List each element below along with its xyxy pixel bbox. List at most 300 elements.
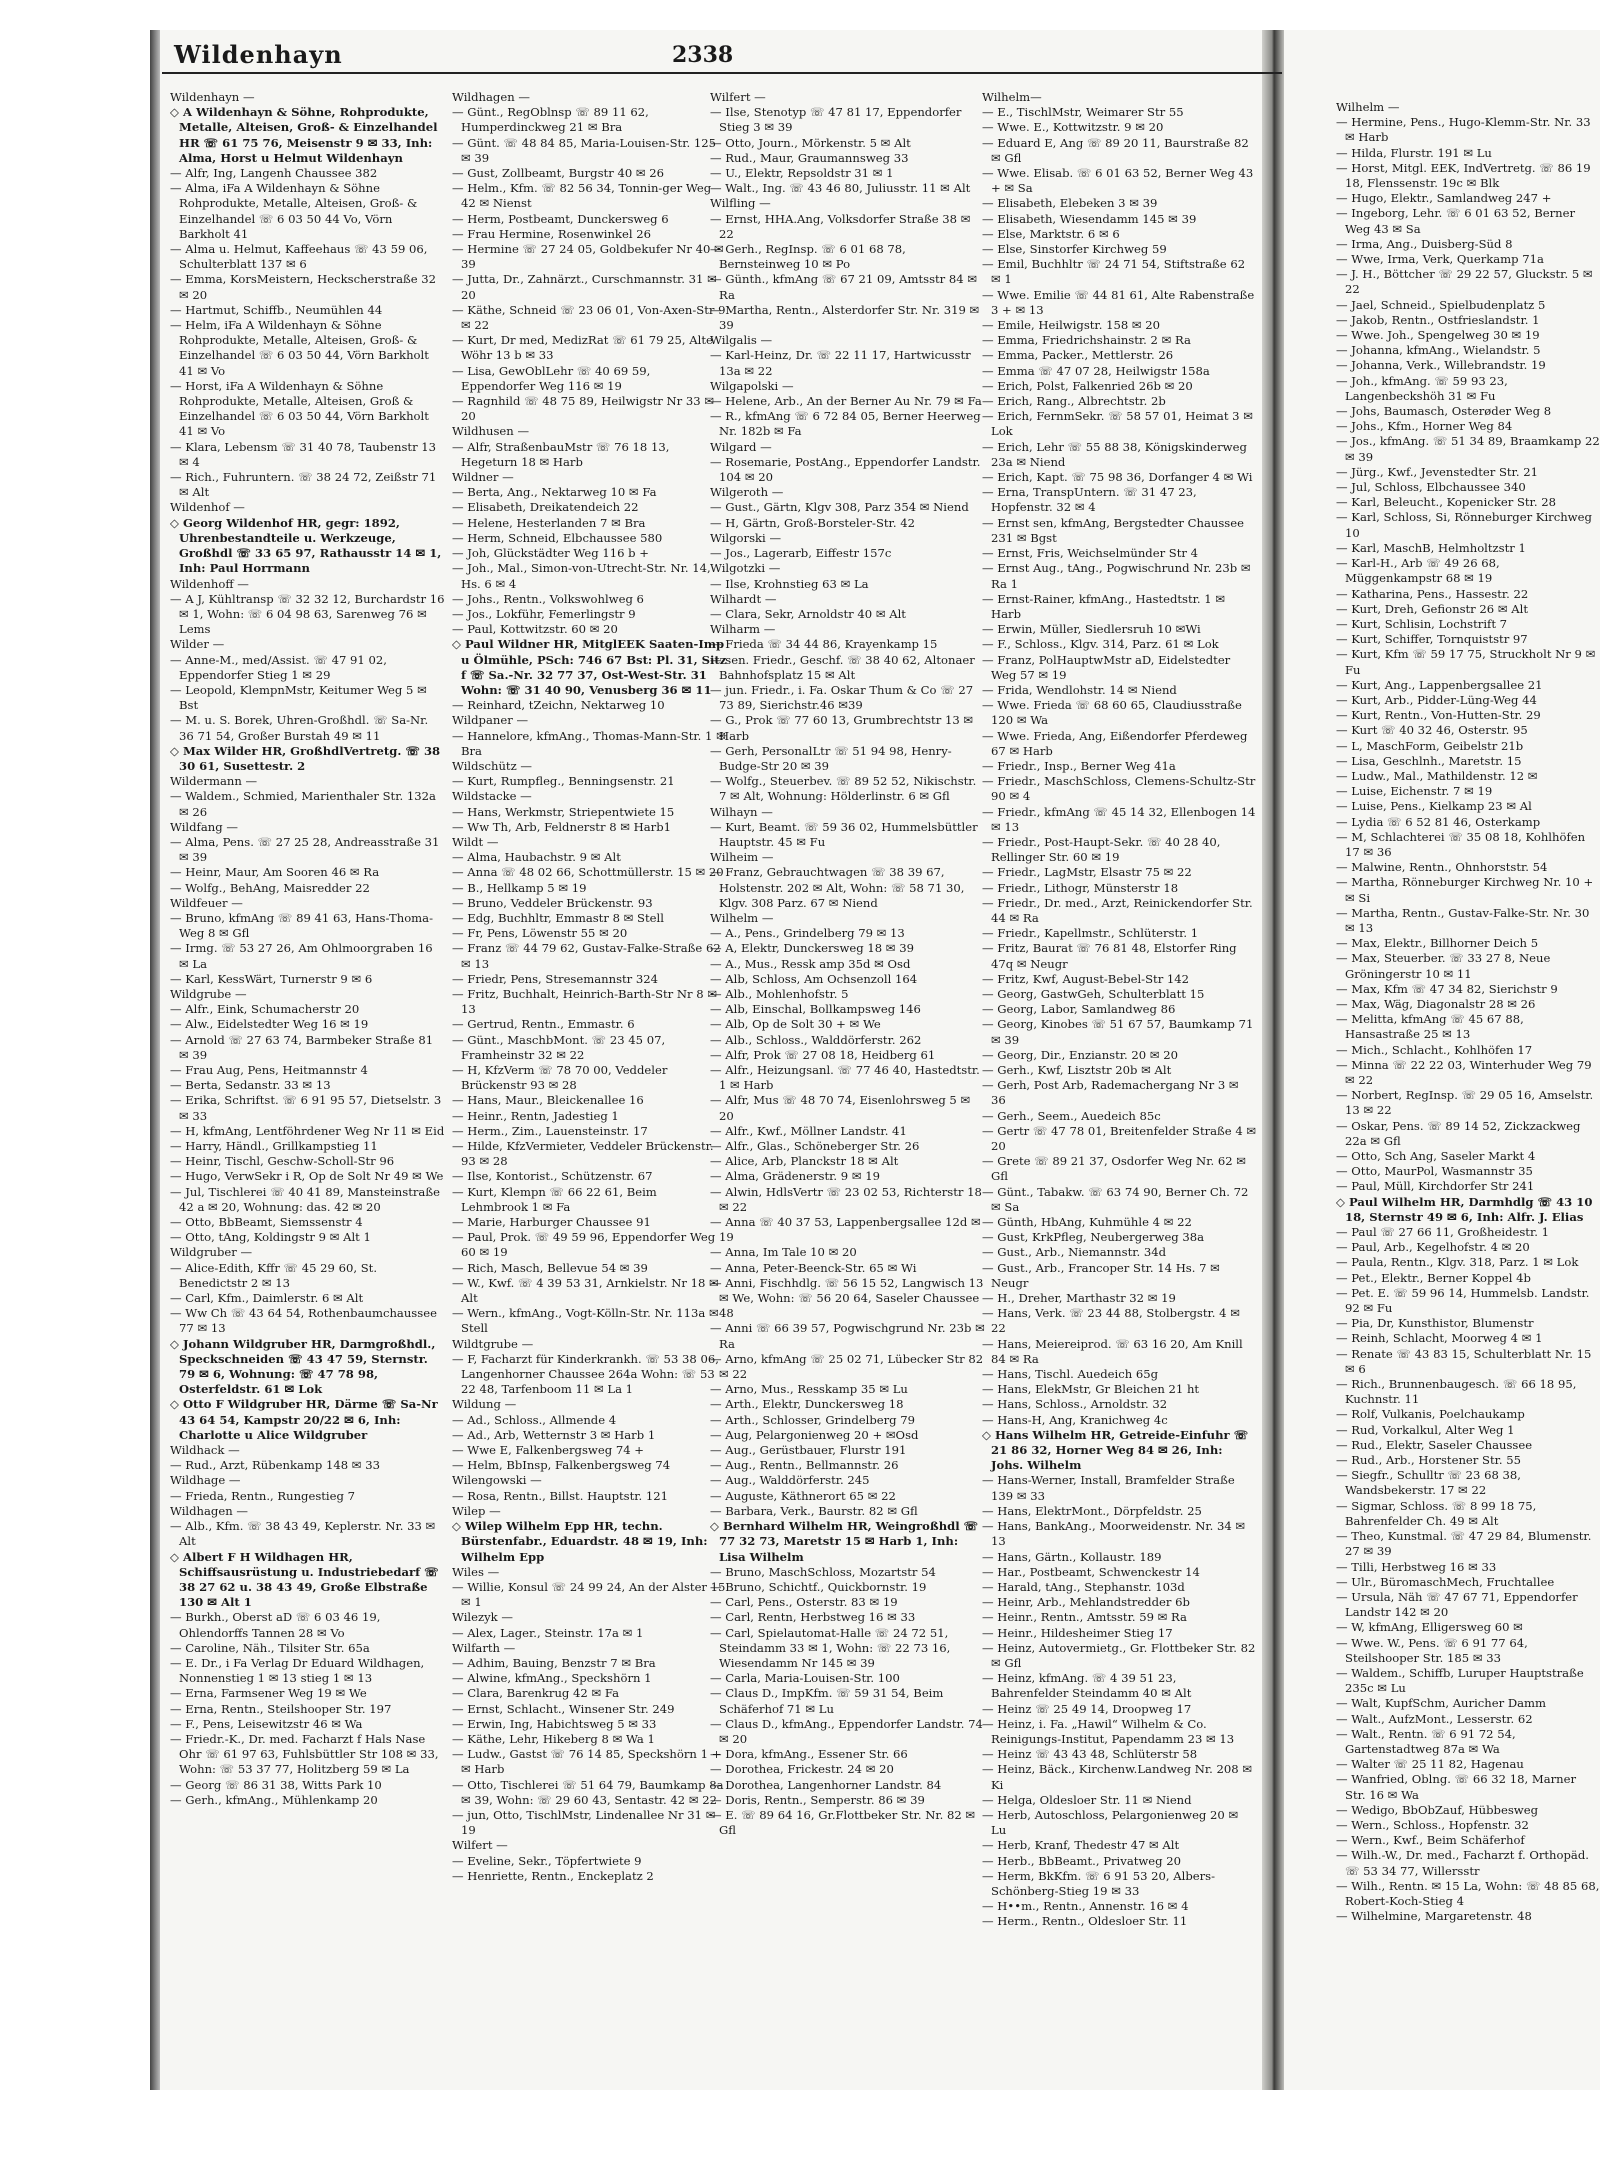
directory-entry: — Walt., Ing. ☏ 43 46 80, Juliusstr. 11 ✉ Alt xyxy=(710,181,971,196)
directory-entry: Wildhagen — xyxy=(170,1503,248,1518)
directory-entry: — Wwe. Frieda, Ang, Eißendorfer Pferdeweg 67 ✉ Harb xyxy=(982,728,1248,758)
directory-entry: — Alice-Edith, Kffr ☏ 45 29 60, St. Benedictstr 2 ✉ 13 xyxy=(170,1260,378,1290)
directory-entry: — Hans, Verk. ☏ 23 44 88, Stolbergstr. 4 ✉ 22 xyxy=(982,1306,1240,1336)
directory-entry: — Hans, Schloss., Arnoldstr. 32 xyxy=(982,1397,1168,1412)
directory-entry: — Katharina, Pens., Hassestr. 22 xyxy=(1336,586,1529,601)
directory-entry: — Hans, Maur., Bleickenallee 16 xyxy=(452,1093,644,1108)
directory-entry: — Hannelore, kfmAng., Thomas-Mann-Str. 1 ✉ Bra xyxy=(452,728,726,758)
directory-entry: ◇ Johann Wildgruber HR, Darmgroßhdl., Speckschneiden ☏ 43 47 59, Sternstr. 79 ✉ 6, Wohnung: ☏ 47 78 98, Osterfeldstr. 61 ✉ Lok xyxy=(170,1336,436,1397)
directory-entry: — Herm., Zim., Lauensteinstr. 17 xyxy=(452,1123,648,1138)
directory-entry: — Kurt ☏ 40 32 46, Osterstr. 95 xyxy=(1336,723,1528,738)
directory-entry: — Anna ☏ 40 37 53, Lappenbergsallee 12d ✉ 19 xyxy=(710,1215,981,1245)
directory-entry: — Jul, Tischlerei ☏ 40 41 89, Mansteinstraße 42 a ✉ 20, Wohnung: das. 42 ✉ 20 xyxy=(170,1184,440,1214)
directory-entry: — Berta, Ang., Nektarweg 10 ✉ Fa xyxy=(452,485,657,500)
directory-entry: — Heinz ☏ 43 43 48, Schlüterstr 58 xyxy=(982,1747,1198,1762)
directory-entry: ◇ A Wildenhayn & Söhne, Rohprodukte, Metalle, Alteisen, Groß- & Einzelhandel HR ☏ 61 75 76, Meisenstr 9 ✉ 33, Inh: Alma, Horst u Helmut Wildenhayn xyxy=(170,105,438,165)
directory-entry: — Joh., Mal., Simon-von-Utrecht-Str. Nr. 14, Hs. 6 ✉ 4 xyxy=(452,561,711,591)
directory-entry: — Ernst, Schlacht., Winsener Str. 249 xyxy=(452,1701,675,1716)
directory-entry: — Alma u. Helmut, Kaffeehaus ☏ 43 59 06, Schulterblatt 137 ✉ 6 xyxy=(170,242,428,272)
directory-entry: — Klara, Lebensm ☏ 31 40 78, Taubenstr 13 ✉ 4 xyxy=(170,439,437,469)
directory-entry: — Ww Ch ☏ 43 64 54, Rothenbaumchaussee 77 ✉ 13 xyxy=(170,1306,437,1336)
directory-entry: — Malwine, Rentn., Ohnhorststr. 54 xyxy=(1336,860,1548,875)
left-binding-edge xyxy=(150,30,160,2090)
directory-entry: — Johs., Kfm., Horner Weg 84 xyxy=(1336,419,1513,434)
directory-entry: — H., Dreher, Marthastr 32 ✉ 19 xyxy=(982,1291,1176,1306)
directory-entry: — Herb, Kranf, Thedestr 47 ✉ Alt xyxy=(982,1838,1180,1853)
directory-entry: — Friedr., MaschSchloss, Clemens-Schultz-Str 90 ✉ 4 xyxy=(982,774,1256,804)
directory-entry: — Frieda, Rentn., Rungestieg 7 xyxy=(170,1488,355,1503)
directory-entry: — Alb, Schloss, Am Ochsenzoll 164 xyxy=(710,971,918,986)
directory-entry: — Fritz, Buchhalt, Heinrich-Barth-Str Nr 8 ✉ 13 xyxy=(452,986,718,1017)
page-header xyxy=(162,38,1282,74)
directory-entry: Wilheim — xyxy=(710,850,774,865)
directory-entry: — Kurt, Rumpfleg., Benningsenstr. 21 xyxy=(452,774,675,789)
directory-entry: — Heinr., Rentn, Jadestieg 1 xyxy=(452,1108,619,1123)
directory-entry: — Hugo, Elektr., Samlandweg 247 + xyxy=(1336,191,1552,206)
directory-entry: — Emma ☏ 47 07 28, Heilwigstr 158a xyxy=(982,363,1210,378)
directory-entry: — Irma, Ang., Duisberg-Süd 8 xyxy=(1336,236,1513,251)
directory-column-3 xyxy=(710,90,985,2070)
directory-entry: — Else, Marktstr. 6 ✉ 6 xyxy=(982,226,1120,241)
directory-entry: — Claus D., kfmAng., Eppendorfer Landstr. 74 ✉ 20 xyxy=(710,1716,983,1746)
directory-entry: ◇ Paul Wildner HR, MitglEEK Saaten-Imp u Ölmühle, PSch: 746 67 Bst: Pl. 31, Sitz f ☏ Sa.-Nr. 32 77 37, Ost-West-Str. 31 Wohn: ☏ 31 40 90, Venusberg 36 ✉ 11 xyxy=(452,637,727,697)
directory-entry: ◇ Max Wilder HR, GroßhdlVertretg. ☏ 38 30 61, Susettestr. 2 xyxy=(170,743,441,773)
directory-entry: — Herm., Rentn., Oldesloer Str. 11 xyxy=(982,1914,1188,1929)
directory-entry: — Paula, Rentn., Klgv. 318, Parz. 1 ✉ Lok xyxy=(1336,1255,1579,1270)
directory-entry: — Ludw., Gastst ☏ 76 14 85, Speckshörn 1 + ✉ Harb xyxy=(452,1747,722,1777)
directory-entry: — Ilse, Stenotyp ☏ 47 81 17, Eppendorfer Stieg 3 ✉ 39 xyxy=(710,105,962,135)
directory-entry: — Har., Postbeamt, Schwenckestr 14 xyxy=(982,1564,1200,1579)
directory-entry: — Hugo, VerwSekr i R, Op de Solt Nr 49 ✉ We xyxy=(170,1169,444,1184)
directory-entry: — Clara, Sekr, Arnoldstr 40 ✉ Alt xyxy=(710,606,906,621)
directory-entry: — Karl, Beleucht., Kopenicker Str. 28 xyxy=(1336,495,1556,510)
directory-entry: — Grete ☏ 89 21 37, Osdorfer Weg Nr. 62 ✉ Gfl xyxy=(982,1154,1246,1184)
directory-entry: — Mich., Schlacht., Kohlhöfen 17 xyxy=(1336,1042,1533,1057)
directory-entry: Wilengowski — xyxy=(452,1473,542,1488)
directory-entry: — Käthe, Schneid ☏ 23 06 01, Von-Axen-Str 9 ✉ 22 xyxy=(452,302,726,333)
directory-entry: — Dora, kfmAng., Essener Str. 66 xyxy=(710,1747,908,1762)
directory-entry: — A., Pens., Grindelberg 79 ✉ 13 xyxy=(710,926,905,941)
directory-entry: — Ad., Schloss., Allmende 4 xyxy=(452,1412,617,1427)
directory-entry: — Horst, iFa A Wildenhayn & Söhne Rohprodukte, Metalle, Alteisen, Groß & Einzelhandel ☏ 6 03 50 44, Vörn Barkholt 41 ✉ Vo xyxy=(170,378,429,439)
directory-entry: — Günt., Tabakw. ☏ 63 74 90, Berner Ch. 72 ✉ Sa xyxy=(982,1184,1249,1214)
directory-entry: — Ilse, Kontorist., Schützenstr. 67 xyxy=(452,1169,653,1184)
directory-entry: — Ernst, Fris, Weichselmünder Str 4 xyxy=(982,546,1199,561)
directory-entry: — Gerh, PersonalLtr ☏ 51 94 98, Henry-Budge-Str 20 ✉ 39 xyxy=(710,743,952,773)
directory-entry: — Paul, Kottwitzstr. 60 ✉ 20 xyxy=(452,622,618,637)
directory-entry: — Franz, Gebrauchtwagen ☏ 38 39 67, Holstenstr. 202 ✉ Alt, Wohn: ☏ 58 71 30, Klgv. 308 Parz. 67 ✉ Niend xyxy=(710,865,965,910)
directory-entry: — Otto, Tischlerei ☏ 51 64 79, Baumkamp 8a ✉ 39, Wohn: ☏ 29 60 43, Sentastr. 42 ✉ 22 xyxy=(452,1777,724,1807)
directory-entry: — Irmg. ☏ 53 27 26, Am Ohlmoorgraben 16 ✉ La xyxy=(170,941,433,971)
directory-entry: — Ursula, Näh ☏ 47 67 71, Eppendorfer Landstr 142 ✉ 20 xyxy=(1336,1589,1578,1620)
directory-entry: — Rich., Brunnenbaugesch. ☏ 66 18 95, Kuchnstr. 11 xyxy=(1336,1377,1577,1407)
directory-entry: Wildenhayn — xyxy=(170,90,255,104)
directory-entry: — Alfr., Eink, Schumacherstr 20 xyxy=(170,1002,360,1017)
directory-entry: — Lisa, GewOblLehr ☏ 40 69 59, Eppendorfer Weg 116 ✉ 19 xyxy=(452,363,651,393)
directory-entry: — Jos., kfmAng. ☏ 51 34 89, Braamkamp 22 ✉ 39 xyxy=(1336,434,1600,464)
directory-entry: — Alb, Op de Solt 30 + ✉ We xyxy=(710,1017,881,1032)
directory-entry: — Burkh., Oberst aD ☏ 6 03 46 19, Ohlendorffs Tannen 28 ✉ Vo xyxy=(170,1610,381,1640)
directory-entry: — Reinhard, tZeichn, Nektarweg 10 xyxy=(452,698,665,713)
directory-entry: — Kurt, Dreh, Gefionstr 26 ✉ Alt xyxy=(1336,601,1528,616)
directory-entry: — A., Mus., Ressk amp 35d ✉ Osd xyxy=(710,956,911,971)
directory-entry: — Ad., Arb, Wetternstr 3 ✉ Harb 1 xyxy=(452,1427,656,1442)
directory-entry: — Ernst Aug., tAng., Pogwischrund Nr. 23b ✉ Ra 1 xyxy=(982,561,1251,591)
directory-entry: — Fritz, Kwf, August-Bebel-Str 142 xyxy=(982,971,1190,986)
directory-entry: — A J, Kühltransp ☏ 32 32 12, Burchardstr 16 ✉ 1, Wohn: ☏ 6 04 98 63, Sarenweg 76 ✉ Lems xyxy=(170,591,445,637)
directory-entry: — Alma, Grädenerstr. 9 ✉ 19 xyxy=(710,1169,880,1184)
directory-entry: — Gerh., Seem., Auedeich 85c xyxy=(982,1108,1161,1123)
directory-entry: — Rich, Masch, Bellevue 54 ✉ 39 xyxy=(452,1260,648,1275)
directory-entry: Wildhage — xyxy=(170,1473,241,1488)
directory-entry: — Heinz, i. Fa. „Hawil“ Wilhelm & Co. Reinigungs-Institut, Papendamm 23 ✉ 13 xyxy=(982,1716,1235,1746)
directory-entry: — Rud., Elektr, Saseler Chaussee xyxy=(1336,1437,1533,1452)
directory-entry: Wilhardt — xyxy=(710,591,777,606)
directory-entry: — Heinz, Autovermietg., Gr. Flottbeker Str. 82 ✉ Gfl xyxy=(982,1640,1256,1670)
directory-entry: — Renate ☏ 43 83 15, Schulterblatt Nr. 15 ✉ 6 xyxy=(1336,1346,1592,1376)
directory-entry: — R., kfmAng ☏ 6 72 84 05, Berner Heerweg Nr. 182b ✉ Fa xyxy=(710,409,981,439)
directory-entry: — Alma, iFa A Wildenhayn & Söhne Rohprodukte, Metalle, Alteisen, Groß- & Einzelhandel ☏ 6 03 50 44 Vo, Vörn Barkholt 41 xyxy=(170,181,418,241)
directory-entry: Wildhusen — xyxy=(452,424,530,439)
directory-entry: — Emile, Heilwigstr. 158 ✉ 20 xyxy=(982,318,1161,333)
directory-entry: — Hans-Werner, Install, Bramfelder Straße 139 ✉ 33 xyxy=(982,1473,1235,1503)
directory-entry: — Paul, Müll, Kirchdorfer Str 241 xyxy=(1336,1179,1535,1194)
directory-entry: Wildgruber — xyxy=(170,1245,253,1260)
directory-entry: — Harry, Händl., Grillkampstieg 11 xyxy=(170,1139,378,1154)
directory-entry: — Carl, Spielautomat-Halle ☏ 24 72 51, Steindamm 33 ✉ 1, Wohn: ☏ 22 73 16, Wiesendamm Nr 145 ✉ 39 xyxy=(710,1625,951,1670)
directory-entry: — Günt. ☏ 48 84 85, Maria-Louisen-Str. 125 ✉ 39 xyxy=(452,135,716,165)
directory-entry: — G., Prok ☏ 77 60 13, Grumbrechtstr 13 ✉ Harb xyxy=(710,713,974,743)
directory-entry: — Alfr, Mus ☏ 48 70 74, Eisenlohrsweg 5 ✉ 20 xyxy=(710,1093,971,1123)
directory-entry: — Arno, Mus., Resskamp 35 ✉ Lu xyxy=(710,1382,908,1397)
directory-entry: — Frieda ☏ 34 44 86, Krayenkamp 15 xyxy=(710,637,938,652)
directory-entry: Wildner — xyxy=(452,470,514,485)
directory-entry: — Kurt, Schiffer, Tornquiststr 97 xyxy=(1336,632,1528,647)
directory-entry: — Herm, BkKfm. ☏ 6 91 53 20, Albers-Schönberg-Stieg 19 ✉ 33 xyxy=(982,1868,1216,1898)
directory-entry: — Alb., Schloss., Walddörferstr. 262 xyxy=(710,1032,922,1047)
directory-entry: — Otto, MaurPol, Wasmannstr 35 xyxy=(1336,1164,1533,1179)
directory-entry: — Anna ☏ 48 02 66, Schottmüllerstr. 15 ✉ 20 xyxy=(452,865,724,880)
directory-entry: — Eveline, Sekr., Töpfertwiete 9 xyxy=(452,1853,642,1868)
directory-entry: — Aug., Gerüstbauer, Flurstr 191 xyxy=(710,1443,907,1458)
directory-entry: — Wwe. Elisab. ☏ 6 01 63 52, Berner Weg 43 + ✉ Sa xyxy=(982,166,1254,196)
directory-entry: — Karl-Heinz, Dr. ☏ 22 11 17, Hartwicusstr 13a ✉ 22 xyxy=(710,348,971,378)
running-title: Wildenhayn xyxy=(174,40,343,69)
directory-entry: — Wern., kfmAng., Vogt-Kölln-Str. Nr. 113a ✉ Stell xyxy=(452,1306,719,1336)
directory-entry: — W., Kwf. ☏ 4 39 53 31, Arnkielstr. Nr 18 ✉ Alt xyxy=(452,1275,719,1306)
directory-entry: — H••m., Rentn., Annenstr. 16 ✉ 4 xyxy=(982,1899,1189,1914)
directory-entry: — Wwe, Irma, Verk, Querkamp 71a xyxy=(1336,252,1544,267)
directory-entry: — Kurt, Rentn., Von-Hutten-Str. 29 xyxy=(1336,708,1541,723)
directory-entry: — Friedr., kfmAng ☏ 45 14 32, Ellenbogen 14 ✉ 13 xyxy=(982,804,1256,834)
directory-entry: — Joh, Glückstädter Weg 116 b + xyxy=(452,546,649,561)
directory-entry: — Leopold, KlempnMstr, Keitumer Weg 5 ✉ Bst xyxy=(170,682,427,713)
directory-entry: — Oskar, Pens. ☏ 89 14 52, Zickzackweg 22a ✉ Gfl xyxy=(1336,1118,1581,1148)
directory-entry: — Luise, Eichenstr. 7 ✉ 19 xyxy=(1336,784,1493,799)
directory-entry: — Hartmut, Schiffb., Neumühlen 44 xyxy=(170,302,383,317)
directory-entry: — Helm, BbInsp, Falkenbergsweg 74 xyxy=(452,1458,671,1473)
directory-entry: — Emil, Buchhltr ☏ 24 71 54, Stiftstraße 62 ✉ 1 xyxy=(982,257,1246,287)
directory-entry: — Rich., Fuhruntern. ☏ 38 24 72, Zeißstr 71 ✉ Alt xyxy=(170,470,437,500)
directory-entry: — Wolfg., Steuerbev. ☏ 89 52 52, Nikischstr. 7 ✉ Alt, Wohnung: Hölderlinstr. 6 ✉ Gfl xyxy=(710,774,977,804)
directory-entry: — Günth, HbAng, Kuhmühle 4 ✉ 22 xyxy=(982,1215,1192,1230)
directory-entry: — Walt., AufzMont., Lesserstr. 62 xyxy=(1336,1711,1533,1726)
directory-entry: — Alma, Haubachstr. 9 ✉ Alt xyxy=(452,850,621,865)
directory-entry: — Kurt, Arb., Pidder-Lüng-Weg 44 xyxy=(1336,692,1537,707)
directory-entry: — Carl, Kfm., Daimlerstr. 6 ✉ Alt xyxy=(170,1291,364,1306)
directory-entry: — Friedr., Post-Haupt-Sekr. ☏ 40 28 40, Rellinger Str. 60 ✉ 19 xyxy=(982,834,1221,865)
directory-entry: — Otto, Journ., Mörkenstr. 5 ✉ Alt xyxy=(710,135,911,150)
directory-entry: — Rolf, Vulkanis, Poelchaukamp xyxy=(1336,1407,1525,1422)
directory-entry: — Gust, Zollbeamt, Burgstr 40 ✉ 26 xyxy=(452,166,665,181)
directory-entry: — Gertrud, Rentn., Emmastr. 6 xyxy=(452,1017,635,1032)
directory-entry: — Paul, Prok. ☏ 49 59 96, Eppendorfer Weg 60 ✉ 19 xyxy=(452,1230,716,1260)
directory-entry: — Ernst-Rainer, kfmAng., Hastedtstr. 1 ✉ Harb xyxy=(982,591,1226,621)
directory-entry: — Herb, Autoschloss, Pelargonienweg 20 ✉ Lu xyxy=(982,1807,1239,1838)
directory-entry: — E. Dr., i Fa Verlag Dr Eduard Wildhagen, Nonnenstieg 1 ✉ 13 stieg 1 ✉ 13 xyxy=(170,1655,425,1686)
directory-entry: — Barbara, Verk., Baurstr. 82 ✉ Gfl xyxy=(710,1503,918,1518)
directory-entry: Wilgalis — xyxy=(710,333,773,348)
directory-entry: — Waldem., Schmied, Marienthaler Str. 132a ✉ 26 xyxy=(170,789,436,819)
directory-entry: — Else, Sinstorfer Kirchweg 59 xyxy=(982,242,1167,257)
directory-entry: — Jos., Lagerarb, Eiffestr 157c xyxy=(710,546,892,561)
directory-entry: — H, Gärtn, Groß-Borsteler-Str. 42 xyxy=(710,515,915,530)
directory-entry: — Carl, Rentn, Herbstweg 16 ✉ 33 xyxy=(710,1610,916,1625)
directory-entry: — Reinh, Schlacht, Moorweg 4 ✉ 1 xyxy=(1336,1331,1543,1346)
directory-entry: — Willie, Konsul ☏ 24 99 24, An der Alster 15 ✉ 1 xyxy=(452,1579,726,1610)
directory-entry: Wilhayn — xyxy=(710,804,773,819)
directory-entry: — Jutta, Dr., Zahnärzt., Curschmannstr. 31 ✉ 20 xyxy=(452,272,717,302)
directory-entry: Wilfert — xyxy=(452,1838,508,1853)
directory-entry: ◇ Georg Wildenhof HR, gegr: 1892, Uhrenbestandteile u. Werkzeuge, Großhdl ☏ 33 65 97, Rathausstr 14 ✉ 1, Inh: Paul Horrmann xyxy=(170,515,442,576)
directory-entry: — Jael, Schneid., Spielbudenplatz 5 xyxy=(1336,297,1546,312)
directory-entry: — Pet. E. ☏ 59 96 14, Hummelsb. Landstr. 92 ✉ Fu xyxy=(1336,1285,1590,1316)
directory-entry: — Rud., Arb., Horstener Str. 55 xyxy=(1336,1453,1521,1468)
directory-entry: — Heinr, Tischl, Geschw-Scholl-Str 96 xyxy=(170,1154,395,1169)
directory-entry: — Auguste, Käthnerort 65 ✉ 22 xyxy=(710,1488,896,1503)
directory-entry: — Eduard E, Ang ☏ 89 20 11, Baurstraße 82 ✉ Gfl xyxy=(982,135,1249,165)
directory-entry: — Gust., Arb., Niemannstr. 34d xyxy=(982,1245,1167,1260)
directory-entry: — Friedr., LagMstr, Elsastr 75 ✉ 22 xyxy=(982,865,1192,880)
directory-entry: Wildfeuer — xyxy=(170,895,243,910)
directory-entry: — Alfr., Heizungsanl. ☏ 77 46 40, Hastedtstr. 1 ✉ Harb xyxy=(710,1063,980,1093)
directory-entry: — Rud., Maur, Graumannsweg 33 xyxy=(710,150,909,165)
directory-entry: — Aug, Pelargonienweg 20 + ✉Osd xyxy=(710,1427,919,1442)
directory-entry: — Aug., Rentn., Bellmannstr. 26 xyxy=(710,1458,899,1473)
directory-entry: — Helga, Oldesloer Str. 11 ✉ Niend xyxy=(982,1792,1192,1807)
directory-entry: — Wwe. Joh., Spengelweg 30 ✉ 19 xyxy=(1336,328,1540,343)
directory-entry: — Lydia ☏ 6 52 81 46, Osterkamp xyxy=(1336,814,1541,829)
directory-entry: ◇ Bernhard Wilhelm HR, Weingroßhdl ☏ 77 32 73, Maretstr 15 ✉ Harb 1, Inh: Lisa Wilhelm xyxy=(710,1519,979,1564)
directory-entry: — Käthe, Lehr, Hikeberg 8 ✉ Wa 1 xyxy=(452,1731,655,1746)
directory-entry: Wilhelm — xyxy=(710,910,774,925)
directory-entry: — Max, Elektr., Billhorner Deich 5 xyxy=(1336,936,1539,951)
directory-entry: — Wern., Schloss., Hopfenstr. 32 xyxy=(1336,1817,1529,1832)
directory-entry: — Johanna, kfmAng., Wielandstr. 5 xyxy=(1336,343,1541,358)
directory-entry: — Erna, Farmsener Weg 19 ✉ We xyxy=(170,1686,367,1701)
directory-entry: — Georg, GastwGeh, Schulterblatt 15 xyxy=(982,986,1205,1001)
directory-entry: — Henriette, Rentn., Enckeplatz 2 xyxy=(452,1868,654,1883)
directory-entry: — Franz, PolHauptwMstr aD, Eidelstedter Weg 57 ✉ 19 xyxy=(982,652,1231,682)
directory-entry: — Waldem., Schiffb, Luruper Hauptstraße 235c ✉ Lu xyxy=(1336,1665,1584,1696)
directory-entry: — Alwine, kfmAng., Speckshörn 1 xyxy=(452,1671,652,1686)
directory-entry: — Hans, Werkmstr, Striepentwiete 15 xyxy=(452,804,675,819)
directory-entry: — Franz ☏ 44 79 62, Gustav-Falke-Straße 62 ✉ 13 xyxy=(452,941,721,971)
directory-entry: — Martha, Rönneburger Kirchweg Nr. 10 + ✉ Si xyxy=(1336,875,1594,905)
directory-entry: — A, Elektr, Dunckersweg 18 ✉ 39 xyxy=(710,941,914,956)
directory-entry: — Hermine ☏ 27 24 05, Goldbekufer Nr 40 ✉ 39 xyxy=(452,242,724,272)
directory-entry: — Martha, Rentn., Alsterdorfer Str. Nr. 319 ✉ 39 xyxy=(710,302,980,333)
directory-entry: — F., Schloss., Klgv. 314, Parz. 61 ✉ Lok xyxy=(982,637,1219,652)
directory-entry: — Anna, Im Tale 10 ✉ 20 xyxy=(710,1245,857,1260)
directory-entry: — Otto, BbBeamt, Siemssenstr 4 xyxy=(170,1215,363,1230)
directory-entry: — Hermine, Pens., Hugo-Klemm-Str. Nr. 33 ✉ Harb xyxy=(1336,115,1591,145)
book-gutter xyxy=(1262,30,1284,2090)
directory-entry: — Pet., Elektr., Berner Koppel 4b xyxy=(1336,1270,1531,1285)
directory-entry: — Walt, KupfSchm, Auricher Damm xyxy=(1336,1696,1547,1711)
directory-entry: Wildstacke — xyxy=(452,789,532,804)
directory-entry: — Helene, Arb., An der Berner Au Nr. 79 ✉ Fa xyxy=(710,394,982,409)
directory-entry: — Günt., MaschbMont. ☏ 23 45 07, Framheinstr 32 ✉ 22 xyxy=(452,1032,666,1062)
directory-entry: — M. u. S. Borek, Uhren-Großhdl. ☏ Sa-Nr. 36 71 54, Großer Burstah 49 ✉ 11 xyxy=(170,713,429,743)
directory-entry: — Arnold ☏ 27 63 74, Barmbeker Straße 81 ✉ 39 xyxy=(170,1032,434,1062)
directory-entry: — Hans, BankAng., Moorweidenstr. Nr. 34 ✉ 13 xyxy=(982,1519,1246,1549)
directory-entry: — Alfr., Kwf., Möllner Landstr. 41 xyxy=(710,1123,907,1138)
directory-entry: Wilgeroth — xyxy=(710,485,784,500)
directory-entry: — Luise, Pens., Kielkamp 23 ✉ Al xyxy=(1336,799,1532,814)
directory-entry: — Alw., Eidelstedter Weg 16 ✉ 19 xyxy=(170,1017,369,1032)
directory-entry: — Kurt, Schlisin, Lochstrift 7 xyxy=(1336,616,1508,631)
directory-entry: — Anni ☏ 66 39 57, Pogwischgrund Nr. 23b ✉ Ra xyxy=(710,1321,985,1351)
directory-entry: — Alice, Arb, Planckstr 18 ✉ Alt xyxy=(710,1154,899,1169)
directory-entry: — Pia, Dr, Kunsthistor, Blumenstr xyxy=(1336,1316,1534,1331)
directory-entry: — Berta, Sedanstr. 33 ✉ 13 xyxy=(170,1078,331,1093)
directory-entry: — Günth., kfmAng ☏ 67 21 09, Amtsstr 84 ✉ Ra xyxy=(710,272,978,302)
directory-entry: — Gust, KrkPfleg, Neubergerweg 38a xyxy=(982,1230,1205,1245)
directory-entry: — Friedr.-K., Dr. med. Facharzt f Hals Nase Ohr ☏ 61 97 63, Fuhlsbüttler Str 108 ✉ 33, Wohn: ☏ 53 37 77, Holitzberg 59 ✉ La xyxy=(170,1731,439,1777)
directory-entry: — Caroline, Näh., Tilsiter Str. 65a xyxy=(170,1640,370,1655)
directory-entry: — Heinr., Hildesheimer Stieg 17 xyxy=(982,1625,1173,1640)
directory-entry: — Alb., Kfm. ☏ 38 43 49, Keplerstr. Nr. 33 ✉ Alt xyxy=(170,1519,436,1549)
directory-column-4 xyxy=(982,90,1257,2070)
directory-entry: — Alfr., Glas., Schöneberger Str. 26 xyxy=(710,1139,920,1154)
directory-entry: — J. H., Böttcher ☏ 29 22 57, Gluckstr. 5 ✉ 22 xyxy=(1336,267,1593,297)
directory-entry: — Carla, Maria-Louisen-Str. 100 xyxy=(710,1671,900,1686)
directory-entry: — Kurt, Kfm ☏ 59 17 75, Struckholt Nr 9 ✉ Fu xyxy=(1336,647,1596,677)
directory-entry: — Theo, Kunstmal. ☏ 47 29 84, Blumenstr. 27 ✉ 39 xyxy=(1336,1529,1592,1559)
directory-entry: Wilgard — xyxy=(710,439,772,454)
directory-entry: — Friedr., Insp., Berner Weg 41a xyxy=(982,758,1176,773)
directory-entry: — Gerh., Kwf, Lisztstr 20b ✉ Alt xyxy=(982,1063,1172,1077)
directory-entry: — Minna ☏ 22 22 03, Winterhuder Weg 79 ✉ 22 xyxy=(1336,1057,1592,1087)
directory-entry: — Erna, Rentn., Steilshooper Str. 197 xyxy=(170,1701,392,1716)
directory-entry: — Erich, Rang., Albrechtstr. 2b xyxy=(982,394,1166,409)
directory-entry: — Wilhelmine, Margaretenstr. 48 xyxy=(1336,1909,1532,1924)
directory-entry: — Johs, Baumasch, Osterøder Weg 8 xyxy=(1336,404,1552,419)
directory-entry: — Wwe. E., Kottwitzstr. 9 ✉ 20 xyxy=(982,120,1164,135)
directory-entry: — Friedr., Kapellmstr., Schlüterstr. 1 xyxy=(982,926,1199,941)
directory-entry: — Jürg., Kwf., Jevenstedter Str. 21 xyxy=(1336,464,1538,479)
directory-entry: — Karl-H., Arb ☏ 49 26 68, Müggenkampstr 68 ✉ 19 xyxy=(1336,556,1500,586)
directory-entry: — Günt., RegOblnsp ☏ 89 11 62, Humperdinckweg 21 ✉ Bra xyxy=(452,105,649,135)
directory-entry: — Emma, Friedrichshainstr. 2 ✉ Ra xyxy=(982,333,1191,348)
directory-entry: — Hans, ElekMstr, Gr Bleichen 21 ht xyxy=(982,1382,1200,1397)
directory-entry: — Rosa, Rentn., Billst. Hauptstr. 121 xyxy=(452,1488,669,1503)
directory-entry: — Johs., Rentn., Volkswohlweg 6 xyxy=(452,591,644,606)
directory-entry: Wilhelm— xyxy=(982,90,1042,104)
directory-entry: — Hans, Tischl. Auedeich 65g xyxy=(982,1367,1159,1382)
directory-entry: — Wern., Kwf., Beim Schäferhof xyxy=(1336,1833,1525,1848)
directory-entry: — Elisabeth, Elebeken 3 ✉ 39 xyxy=(982,196,1158,211)
directory-entry: — Bruno, Veddeler Brückenstr. 93 xyxy=(452,895,653,910)
directory-entry: — Erika, Schriftst. ☏ 6 91 95 57, Dietselstr. 3 ✉ 33 xyxy=(170,1093,442,1123)
directory-entry: — F, Facharzt für Kinderkrankh. ☏ 53 38 06, Langenhorner Chaussee 264a Wohn: ☏ 53 22 48, Tarfenboom 11 ✉ La 1 xyxy=(452,1351,719,1397)
directory-entry: — Melitta, kfmAng ☏ 45 67 88, Hansastraße 25 ✉ 13 xyxy=(1336,1012,1524,1042)
directory-entry: — Hilda, Flurstr. 191 ✉ Lu xyxy=(1336,145,1492,160)
directory-entry: ◇ Otto F Wildgruber HR, Därme ☏ Sa-Nr 43 64 54, Kampstr 20/22 ✉ 6, Inh: Charlotte u Alice Wildgruber xyxy=(170,1397,438,1442)
directory-entry: — Martha, Rentn., Gustav-Falke-Str. Nr. 30 ✉ 13 xyxy=(1336,905,1590,935)
directory-entry: — Ernst sen, kfmAng, Bergstedter Chaussee 231 ✉ Bgst xyxy=(982,515,1244,545)
directory-entry: — Rosemarie, PostAng., Eppendorfer Landstr. 104 ✉ 20 xyxy=(710,454,981,485)
directory-entry: — Hans, ElektrMont., Dörpfeldstr. 25 xyxy=(982,1503,1202,1518)
directory-entry: — Alfr, StraßenbauMstr ☏ 76 18 13, Hegeturn 18 ✉ Harb xyxy=(452,439,670,469)
directory-entry: — Alex, Lager., Steinstr. 17a ✉ 1 xyxy=(452,1625,644,1640)
directory-entry: — Heinr, Maur, Am Sooren 46 ✉ Ra xyxy=(170,865,380,880)
directory-entry: — Walter ☏ 25 11 82, Hagenau xyxy=(1336,1757,1524,1772)
directory-entry: — Norbert, RegInsp. ☏ 29 05 16, Amselstr. 13 ✉ 22 xyxy=(1336,1088,1594,1118)
directory-entry: — Alfr, Ing, Langenh Chaussee 382 xyxy=(170,166,378,181)
directory-entry: Wilgorski — xyxy=(710,530,782,545)
directory-entry: — L, MaschForm, Geibelstr 21b xyxy=(1336,738,1524,753)
directory-entry: — Helm, iFa A Wildenhayn & Söhne Rohprodukte, Metalle, Alteisen, Groß- & Einzelhandel ☏ 6 03 50 44, Vörn Barkholt 41 ✉ Vo xyxy=(170,318,429,378)
directory-entry: Wildhagen — xyxy=(452,90,530,104)
directory-entry: — Heinr, Arb., Mehlandstredder 6b xyxy=(982,1595,1190,1610)
directory-entry: — Anne-M., med/Assist. ☏ 47 91 02, Eppendorfer Stieg 1 ✉ 29 xyxy=(170,652,387,682)
directory-entry: — Rud, Vorkalkul, Alter Weg 1 xyxy=(1336,1422,1515,1437)
directory-entry: — sen. Friedr., Geschf. ☏ 38 40 62, Altonaer Bahnhofsplatz 15 ✉ Alt xyxy=(710,652,975,682)
directory-entry: — Max, Steuerber. ☏ 33 27 8, Neue Gröningerstr 10 ✉ 11 xyxy=(1336,951,1551,981)
directory-entry: — Gust., Gärtn, Klgv 308, Parz 354 ✉ Niend xyxy=(710,500,969,515)
directory-entry: — M, Schlachterei ☏ 35 08 18, Kohlhöfen 17 ✉ 36 xyxy=(1336,829,1586,859)
directory-entry: — Heinz, kfmAng. ☏ 4 39 51 23, Bahrenfelder Steindamm 40 ✉ Alt xyxy=(982,1671,1192,1701)
directory-entry: — Elisabeth, Dreikatendeich 22 xyxy=(452,500,639,515)
directory-entry: — Arno, kfmAng ☏ 25 02 71, Lübecker Str 82 ✉ 22 xyxy=(710,1351,984,1382)
directory-entry: Wildenhof — xyxy=(170,500,245,515)
directory-entry: — Wanfried, Oblng. ☏ 66 32 18, Marner Str. 16 ✉ Wa xyxy=(1336,1772,1577,1802)
directory-entry: — Friedr., Dr. med., Arzt, Reinickendorfer Str. 44 ✉ Ra xyxy=(982,895,1253,925)
directory-entry: — Ragnhild ☏ 48 75 89, Heilwigstr Nr 33 ✉ 20 xyxy=(452,394,715,424)
directory-entry: — Max, Kfm ☏ 47 34 82, Sierichstr 9 xyxy=(1336,981,1558,996)
directory-entry: Wilgotzki — xyxy=(710,561,781,576)
directory-entry: — Georg, Kinobes ☏ 51 67 57, Baumkamp 71 ✉ 39 xyxy=(982,1017,1254,1047)
directory-entry: Wildhack — xyxy=(170,1443,240,1458)
directory-entry: — Georg, Labor, Samlandweg 86 xyxy=(982,1002,1176,1017)
directory-entry: — Wwe. W., Pens. ☏ 6 91 77 64, Steilshooper Str. 185 ✉ 33 xyxy=(1336,1635,1528,1665)
directory-entry: — Helene, Hesterlanden 7 ✉ Bra xyxy=(452,515,646,530)
directory-entry: — Claus D., ImpKfm. ☏ 59 31 54, Beim Schäferhof 71 ✉ Lu xyxy=(710,1686,944,1716)
directory-entry: Wildung — xyxy=(452,1397,517,1412)
directory-entry: Wilfarth — xyxy=(452,1640,516,1655)
directory-entry: — jun, Otto, TischlMstr, Lindenallee Nr 31 ✉ 19 xyxy=(452,1807,716,1838)
directory-entry: — Bruno, Schichtf., Quickbornstr. 19 xyxy=(710,1579,927,1594)
directory-entry: — Hans-H, Ang, Kranichweg 4c xyxy=(982,1412,1168,1427)
directory-entry: — Clara, Barenkrug 42 ✉ Fa xyxy=(452,1686,620,1701)
directory-entry: — Horst, Mitgl. EEK, IndVertretg. ☏ 86 19 18, Flenssenstr. 19c ✉ Blk xyxy=(1336,160,1591,191)
directory-entry: — F., Pens, Leisewitzstr 46 ✉ Wa xyxy=(170,1716,363,1731)
directory-entry: — H, kfmAng, Lentföhrdener Weg Nr 11 ✉ Eid xyxy=(170,1123,445,1138)
page-number: 2338 xyxy=(672,42,734,68)
directory-entry: Wildenhoff — xyxy=(170,576,249,591)
